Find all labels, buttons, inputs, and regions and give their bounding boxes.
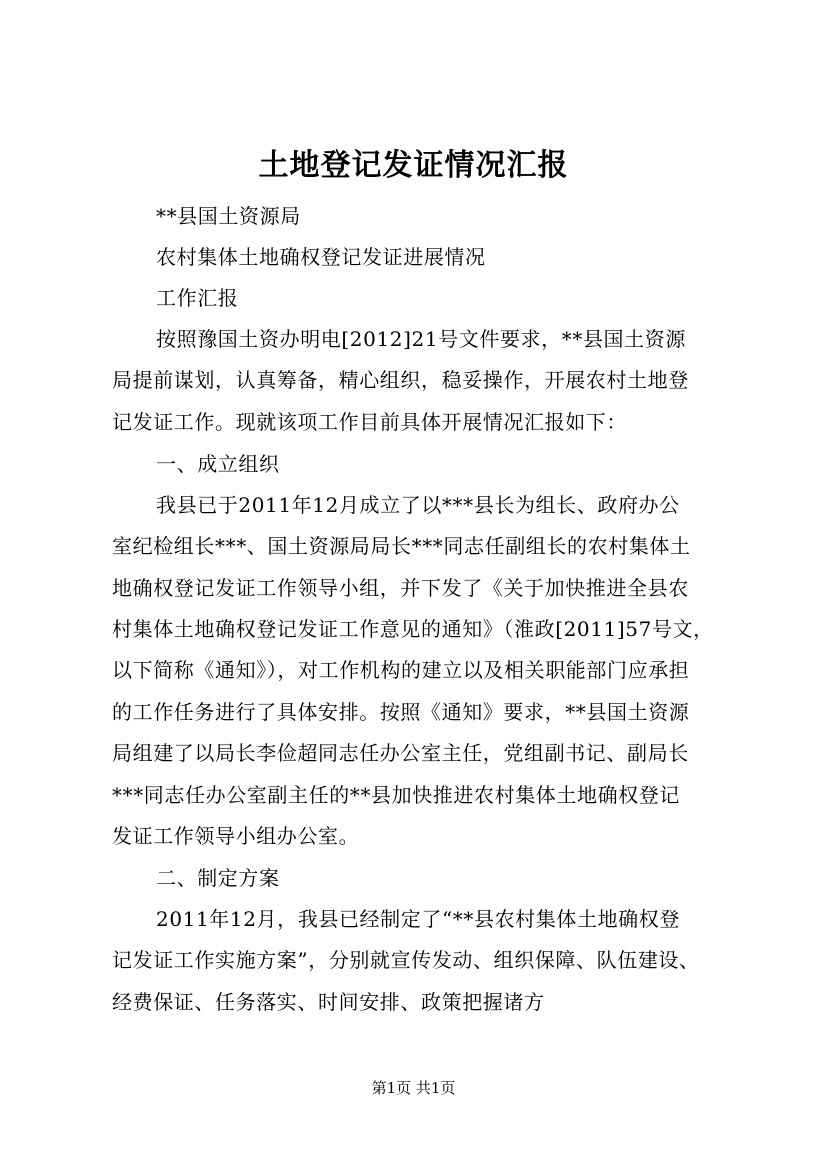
section-heading: 一、成立组织 (156, 452, 280, 476)
text-line: **县国土资源局 (156, 204, 301, 228)
section-heading: 二、制定方案 (156, 866, 280, 890)
text-line: 记发证工作实施方案”，分别就宣传发动、组织保障、队伍建设、 (112, 948, 700, 972)
text-line: ***同志任办公室副主任的**县加快推进农村集体土地确权登记 (112, 783, 680, 807)
text-line: 局组建了以局长李俭超同志任办公室主任，党组副书记、副局长 (112, 741, 689, 765)
document-title: 土地登记发证情况汇报 (258, 148, 569, 183)
text-line: 村集体土地确权登记发证工作意见的通知》（淮政[2011]57号文， (112, 617, 714, 641)
text-line: 地确权登记发证工作领导小组，并下发了《关于加快推进全县农 (112, 576, 689, 600)
text-line: 发证工作领导小组办公室。 (112, 824, 360, 848)
text-line: 局提前谋划，认真筹备，精心组织，稳妥操作，开展农村土地登 (112, 368, 689, 392)
text-line: 记发证工作。现就该项工作目前具体开展情况汇报如下： (112, 410, 627, 434)
text-line: 工作汇报 (156, 286, 239, 310)
text-line: 经费保证、任务落实、时间安排、政策把握诸方 (112, 990, 545, 1014)
text-line: 按照豫国土资办明电[2012]21号文件要求，**县国土资源 (156, 327, 686, 351)
text-line: 室纪检组长***、国土资源局局长***同志任副组长的农村集体土 (112, 534, 691, 558)
page-footer: 第1页 共1页 (371, 1079, 456, 1097)
text-line: 农村集体土地确权登记发证进展情况 (156, 245, 486, 269)
text-line: 我县已于2011年12月成立了以***县长为组长、政府办公 (156, 493, 680, 517)
text-line: 的工作任务进行了具体安排。按照《通知》要求，**县国土资源 (112, 700, 690, 724)
text-line: 以下简称《通知》），对工作机构的建立以及相关职能部门应承担 (112, 658, 690, 682)
text-line: 2011年12月，我县已经制定了“**县农村集体土地确权登 (156, 907, 680, 931)
